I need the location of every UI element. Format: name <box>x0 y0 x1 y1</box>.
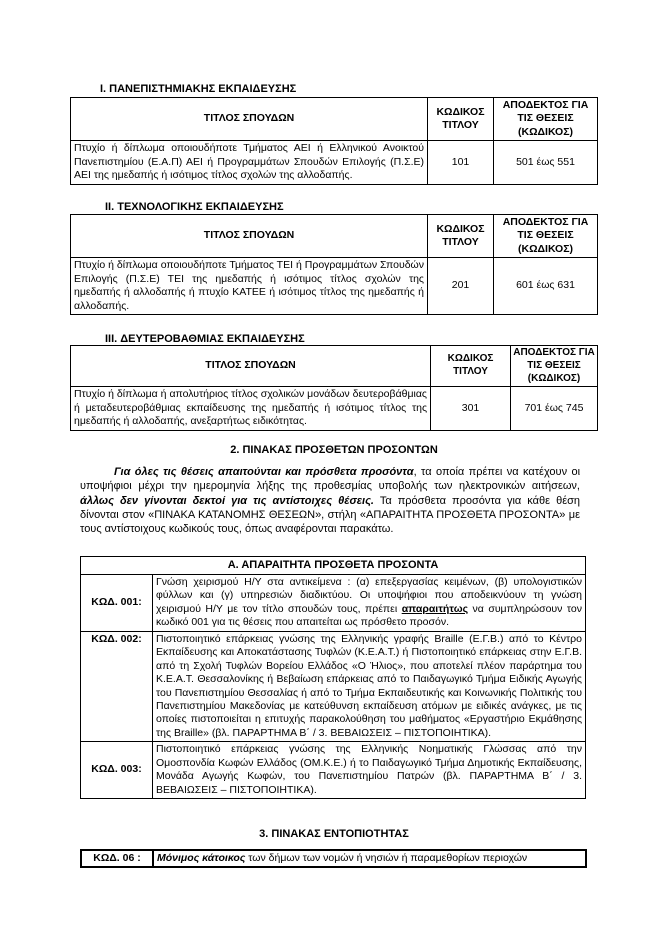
code-001-text-a: Γνώση χειρισμού Η/Υ στα αντικείμενα : (α) επεξεργασίας κειμένων, (β) υπολογιστικών φύλλων και (γ) υπηρεσιών διαδικτύου. Οι υποψήφιοι που αποδεικνύουν τη γνώση χειρισμού Η/Υ με τον τίτλο σπουδών τους, πρέπει <box>156 576 582 615</box>
code-cell: 101 <box>428 141 494 184</box>
section-1-table <box>70 97 598 185</box>
locality-table <box>80 849 587 868</box>
paragraph-text-2: Τα πρόσθετα προσόντα για κάθε θέση δίνονται στον «ΠΙΝΑΚΑ ΚΑΤΑΝΟΜΗΣ ΘΕΣΕΩΝ», στήλη «ΑΠΑΡΑΙΤΗΤΑ ΠΡΟΣΘΕΤΑ ΠΡΟΣΟΝΤΑ» με τους αντίστοιχους κωδικούς τους, όπως αναφέρονται παρακάτω. <box>80 494 580 536</box>
paragraph-text-1: , τα οποία πρέπει να κατέχουν οι υποψήφιοι μέχρι την ημερομηνία λήξης της προθεσμίας υποβολής των ηλεκτρονικών αιτήσεων, <box>80 466 581 493</box>
locality-description <box>153 850 586 867</box>
code-003: ΚΩΔ. 003: <box>81 742 153 799</box>
col-recipient-header: ΑΠΟΔΕΚΤΟΣ ΓΙΑ ΤΙΣ ΘΕΣΕΙΣ (ΚΩΔΙΚΟΣ) <box>494 98 598 141</box>
title-cell: Πτυχίο ή δίπλωμα οποιουδήποτε Τμήματος ΑΕΙ ή Ελληνικού Ανοικτού Πανεπιστημίου (Ε.Α.Π) ΑΕΙ ή Προγραμμάτων Σπουδών Επιλογής (Π.Σ.Ε) ΑΕΙ της ημεδαπής ή ισότιμος τίτλος σχολών της αλλοδαπής. <box>71 141 428 184</box>
title-cell: Πτυχίο ή δίπλωμα ή απολυτήριος τίτλος σχολικών μονάδων δευτεροβάθμιας ή μεταδευτεροβάθμιας εκπαίδευσης της ημεδαπής ή ισότιμος τίτλος της ημεδαπής ή αλλοδαπής, ανεξαρτήτως ειδικότητας. <box>71 387 431 430</box>
locality-bold: Μόνιμος κάτοικος <box>157 852 246 864</box>
col-recipient-header: ΑΠΟΔΕΚΤΟΣ ΓΙΑ ΤΙΣ ΘΕΣΕΙΣ (ΚΩΔΙΚΟΣ) <box>511 346 598 387</box>
section-1-heading: I. ΠΑΝΕΠΙΣΤΗΜΙΑΚΗΣ ΕΚΠΑΙΔΕΥΣΗΣ <box>100 83 297 95</box>
required-qualifications-table <box>80 556 586 799</box>
col-title-header: ΤΙΤΛΟΣ ΣΠΟΥΔΩΝ <box>71 346 431 387</box>
code-cell: 201 <box>428 258 494 315</box>
section-2-table <box>70 214 598 315</box>
paragraph-bold-1: Για όλες τις θέσεις απαιτούνται και πρόσθετα προσόντα <box>114 466 414 478</box>
locality-code: ΚΩΔ. 06 : <box>81 850 153 867</box>
recipient-cell: 701 έως 745 <box>511 387 598 430</box>
locality-heading: 3. ΠΙΝΑΚΑΣ ΕΝΤΟΠΙΟΤΗΤΑΣ <box>259 828 409 840</box>
title-cell: Πτυχίο ή δίπλωμα οποιουδήποτε Τμήματος ΤΕΙ ή Προγραμμάτων Σπουδών Επιλογής (Π.Σ.Ε) ΤΕΙ της ημεδαπής ή ισότιμος τίτλος σχολών της ημεδαπής ή αλλοδαπής ή πτυχίο ΚΑΤΕΕ ή ισότιμος τίτλος της ημεδαπής ή αλλοδαπής. <box>71 258 428 315</box>
code-002-description: Πιστοποιητικό επάρκειας γνώσης της Ελληνικής γραφής Braille (Ε.Γ.Β.) από το Κέντρο Εκπαίδευσης και Αποκατάστασης Τυφλών (Κ.Ε.Α.Τ.) ή Πιστοποιητικό επάρκειας στην Ε.Γ.Β. από τη Σχολή Τυφλών Βορείου Ελλάδος «Ο Ήλιος», που αποτελεί πλέον παράρτημα του Κ.Ε.Α.Τ. Θεσσαλονίκης ή Βεβαίωση επάρκειας από το Παιδαγωγικό Τμήμα Ειδικής Αγωγής του Πανεπιστημίου Θεσσαλίας ή από το Τμήμα Εκπαιδευτικής και Κοινωνικής Πολιτικής του Πανεπιστημίου Μακεδονίας με κατεύθυνση εκπαίδευση ατόμων με ειδικές ανάγκες, με τις οποίες πιστοποιείται η επιτυχής παρακολούθηση του μαθήματος «Εργαστήριο Εκμάθησης της Braille» (βλ. ΠΑΡΑΡΤΗΜΑ Β΄ / 3. ΒΕΒΑΙΩΣΕΙΣ – ΠΙΣΤΟΠΟΙΗΤΙΚΑ). <box>153 631 586 742</box>
code-001-text-b: να συμπληρώσουν τον κωδικό 001 για τις θέσεις που απαιτείται ως πρόσθετο προσόν. <box>156 602 582 629</box>
required-qualifications-header: Α. ΑΠΑΡΑΙΤΗΤΑ ΠΡΟΣΘΕΤΑ ΠΡΟΣΟΝΤΑ <box>81 557 586 575</box>
locality-text: των δήμων των νομών ή νησιών ή παραμεθορίων περιοχών <box>245 852 528 864</box>
col-code-header: ΚΩΔΙΚΟΣ ΤΙΤΛΟΥ <box>431 346 511 387</box>
code-001: ΚΩΔ. 001: <box>81 575 153 632</box>
col-recipient-header: ΑΠΟΔΕΚΤΟΣ ΓΙΑ ΤΙΣ ΘΕΣΕΙΣ (ΚΩΔΙΚΟΣ) <box>494 215 598 258</box>
recipient-cell: 501 έως 551 <box>494 141 598 184</box>
code-003-description: Πιστοποιητικό επάρκειας γνώσης της Ελληνικής Νοηματικής Γλώσσας από την Ομοσπονδία Κωφών Ελλάδος (ΟΜ.Κ.Ε.) ή το Παιδαγωγικό Τμήμα Δημοτικής Εκπαίδευσης, Μονάδα Αγωγής Κωφών, του Πανεπιστημίου Πατρών (βλ. ΠΑΡΑΡΤΗΜΑ Β΄ / 3. ΒΕΒΑΙΩΣΕΙΣ – ΠΙΣΤΟΠΟΙΗΤΙΚΑ). <box>153 742 586 799</box>
col-code-header: ΚΩΔΙΚΟΣ ΤΙΤΛΟΥ <box>428 215 494 258</box>
section-3-table <box>70 345 598 431</box>
code-001-description <box>153 575 586 632</box>
code-cell: 301 <box>431 387 511 430</box>
extra-qualifications-paragraph <box>80 465 580 536</box>
recipient-cell: 601 έως 631 <box>494 258 598 315</box>
paragraph-bold-2: άλλως δεν γίνονται δεκτοί για τις αντίστοιχες θέσεις. <box>80 494 374 507</box>
section-2-heading: II. ΤΕΧΝΟΛΟΓΙΚΗΣ ΕΚΠΑΙΔΕΥΣΗΣ <box>105 201 284 213</box>
code-001-emphasis: απαραιτήτως <box>401 602 469 615</box>
section-3-heading: III. ΔΕΥΤΕΡΟΒΑΘΜΙΑΣ ΕΚΠΑΙΔΕΥΣΗΣ <box>105 333 305 345</box>
col-title-header: ΤΙΤΛΟΣ ΣΠΟΥΔΩΝ <box>71 215 428 258</box>
code-002: ΚΩΔ. 002: <box>81 631 153 742</box>
col-title-header: ΤΙΤΛΟΣ ΣΠΟΥΔΩΝ <box>71 98 428 141</box>
col-code-header: ΚΩΔΙΚΟΣ ΤΙΤΛΟΥ <box>428 98 494 141</box>
extra-qualifications-heading: 2. ΠΙΝΑΚΑΣ ΠΡΟΣΘΕΤΩΝ ΠΡΟΣΟΝΤΩΝ <box>230 444 438 456</box>
